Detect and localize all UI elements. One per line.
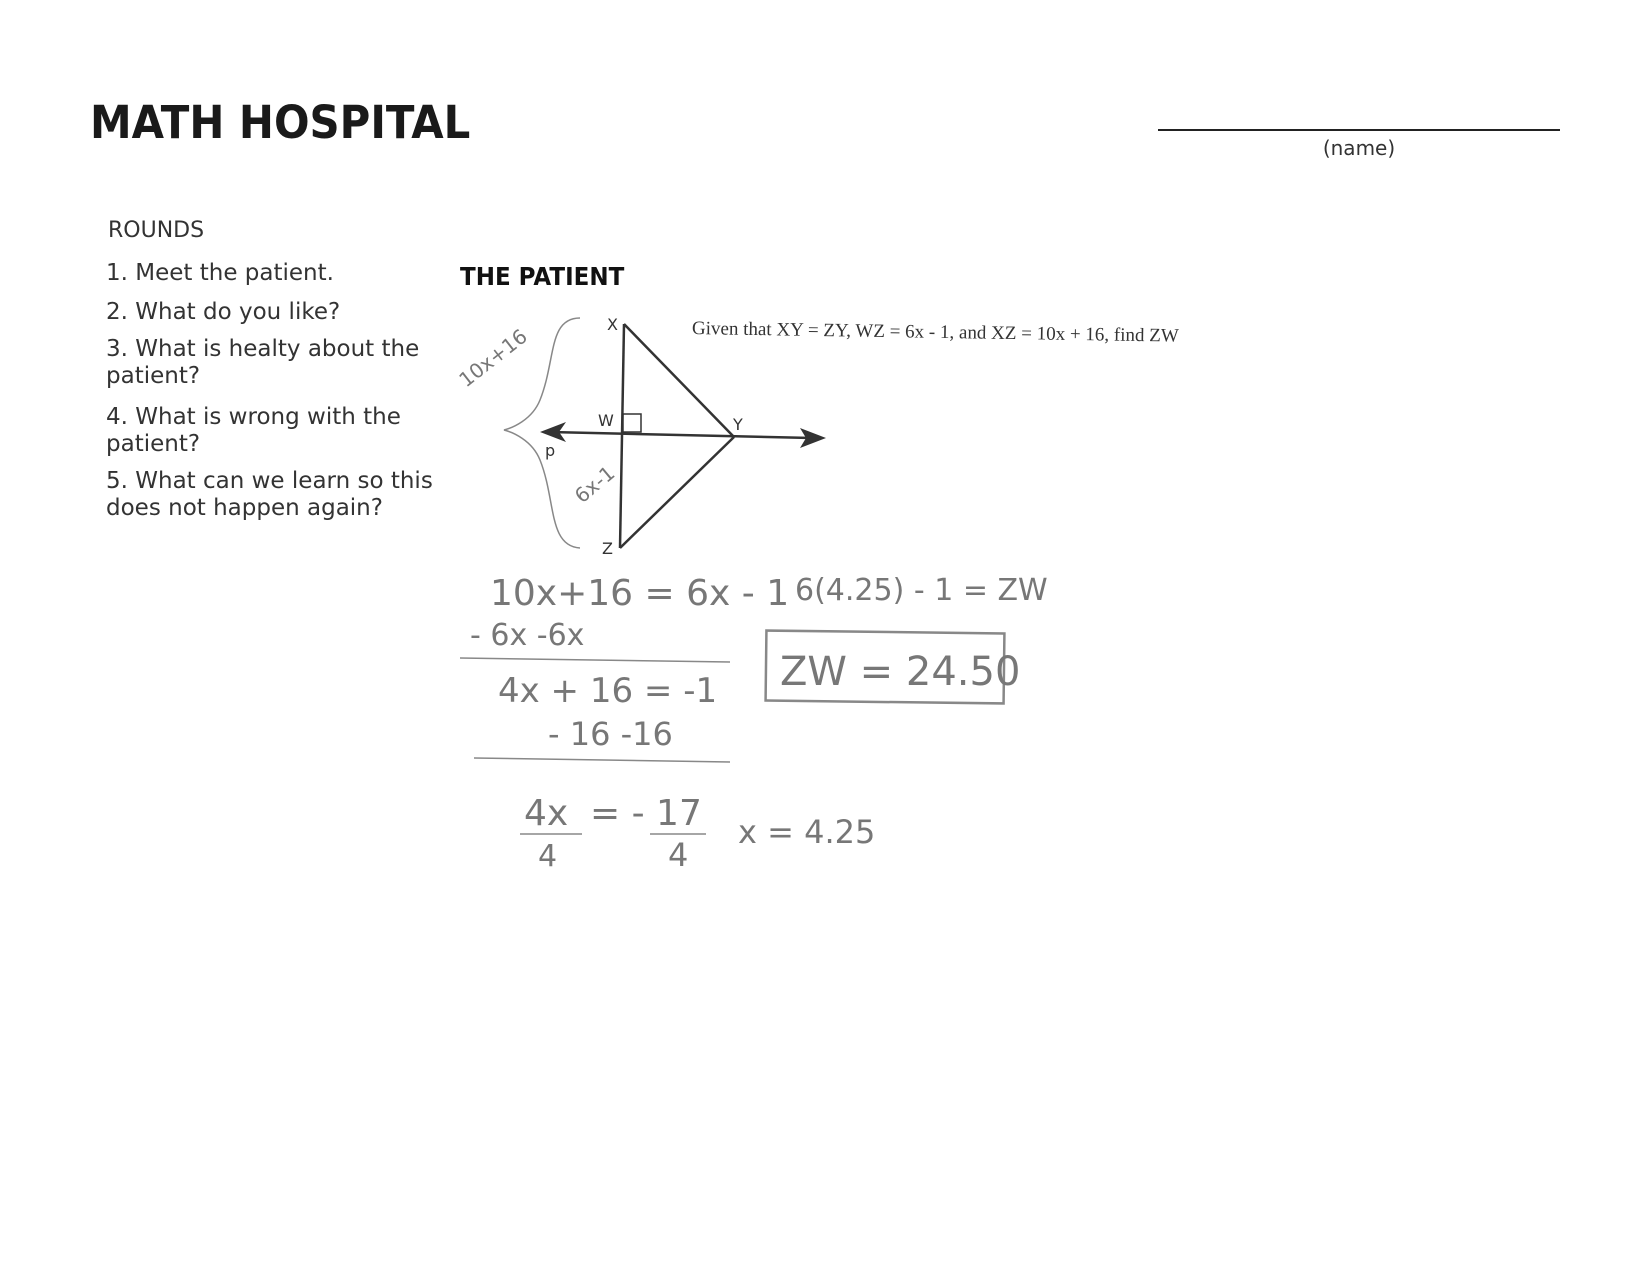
work-step3-left-den: 4 [538,839,558,874]
round-item: 1. Meet the patient. [106,260,334,286]
line-p [550,432,812,438]
label-y: Y [733,415,743,434]
work-step3-left-num: 4x [524,793,569,834]
page-title: MATH HOSPITAL [90,96,471,149]
work-divider [474,758,730,762]
work-step1-sub: - 6x -6x [470,618,585,653]
work-step1: 10x+16 = 6x - 1 [490,573,790,614]
handwritten-work [460,573,1048,874]
work-step3-right-den: 4 [668,836,689,874]
annotation-xz-length: 10x+16 [454,324,532,392]
label-z: Z [602,539,613,558]
work-step3-right-num: = - 17 [590,793,702,834]
right-angle-mark [623,414,641,432]
annotation-wz-length: 6x-1 [569,460,620,508]
work-step2: 4x + 16 = -1 [498,671,718,711]
triangle-diagram [550,324,812,548]
label-w: W [598,411,614,430]
round-item: 3. What is healty about the patient? [106,336,420,389]
work-answer: ZW = 24.50 [780,649,1021,695]
patient-heading: THE PATIENT [460,262,625,291]
work-step2-sub: - 16 -16 [548,715,673,753]
label-x: X [607,315,618,334]
segment-zy [620,437,734,548]
round-item: 5. What can we learn so this does not happen again? [106,468,433,521]
segment-xz [620,324,624,548]
label-p: p [545,441,556,460]
work-check: 6(4.25) - 1 = ZW [795,573,1048,608]
rounds-heading: ROUNDS [108,218,205,243]
problem-statement: Given that XY = ZY, WZ = 6x - 1, and XZ = 10x + 16, find ZW [691,318,1179,347]
round-item: 4. What is wrong with the patient? [106,404,401,457]
name-label: (name) [1322,136,1396,160]
round-item: 2. What do you like? [106,299,341,325]
work-divider [460,658,730,662]
work-result-x: x = 4.25 [738,813,876,851]
